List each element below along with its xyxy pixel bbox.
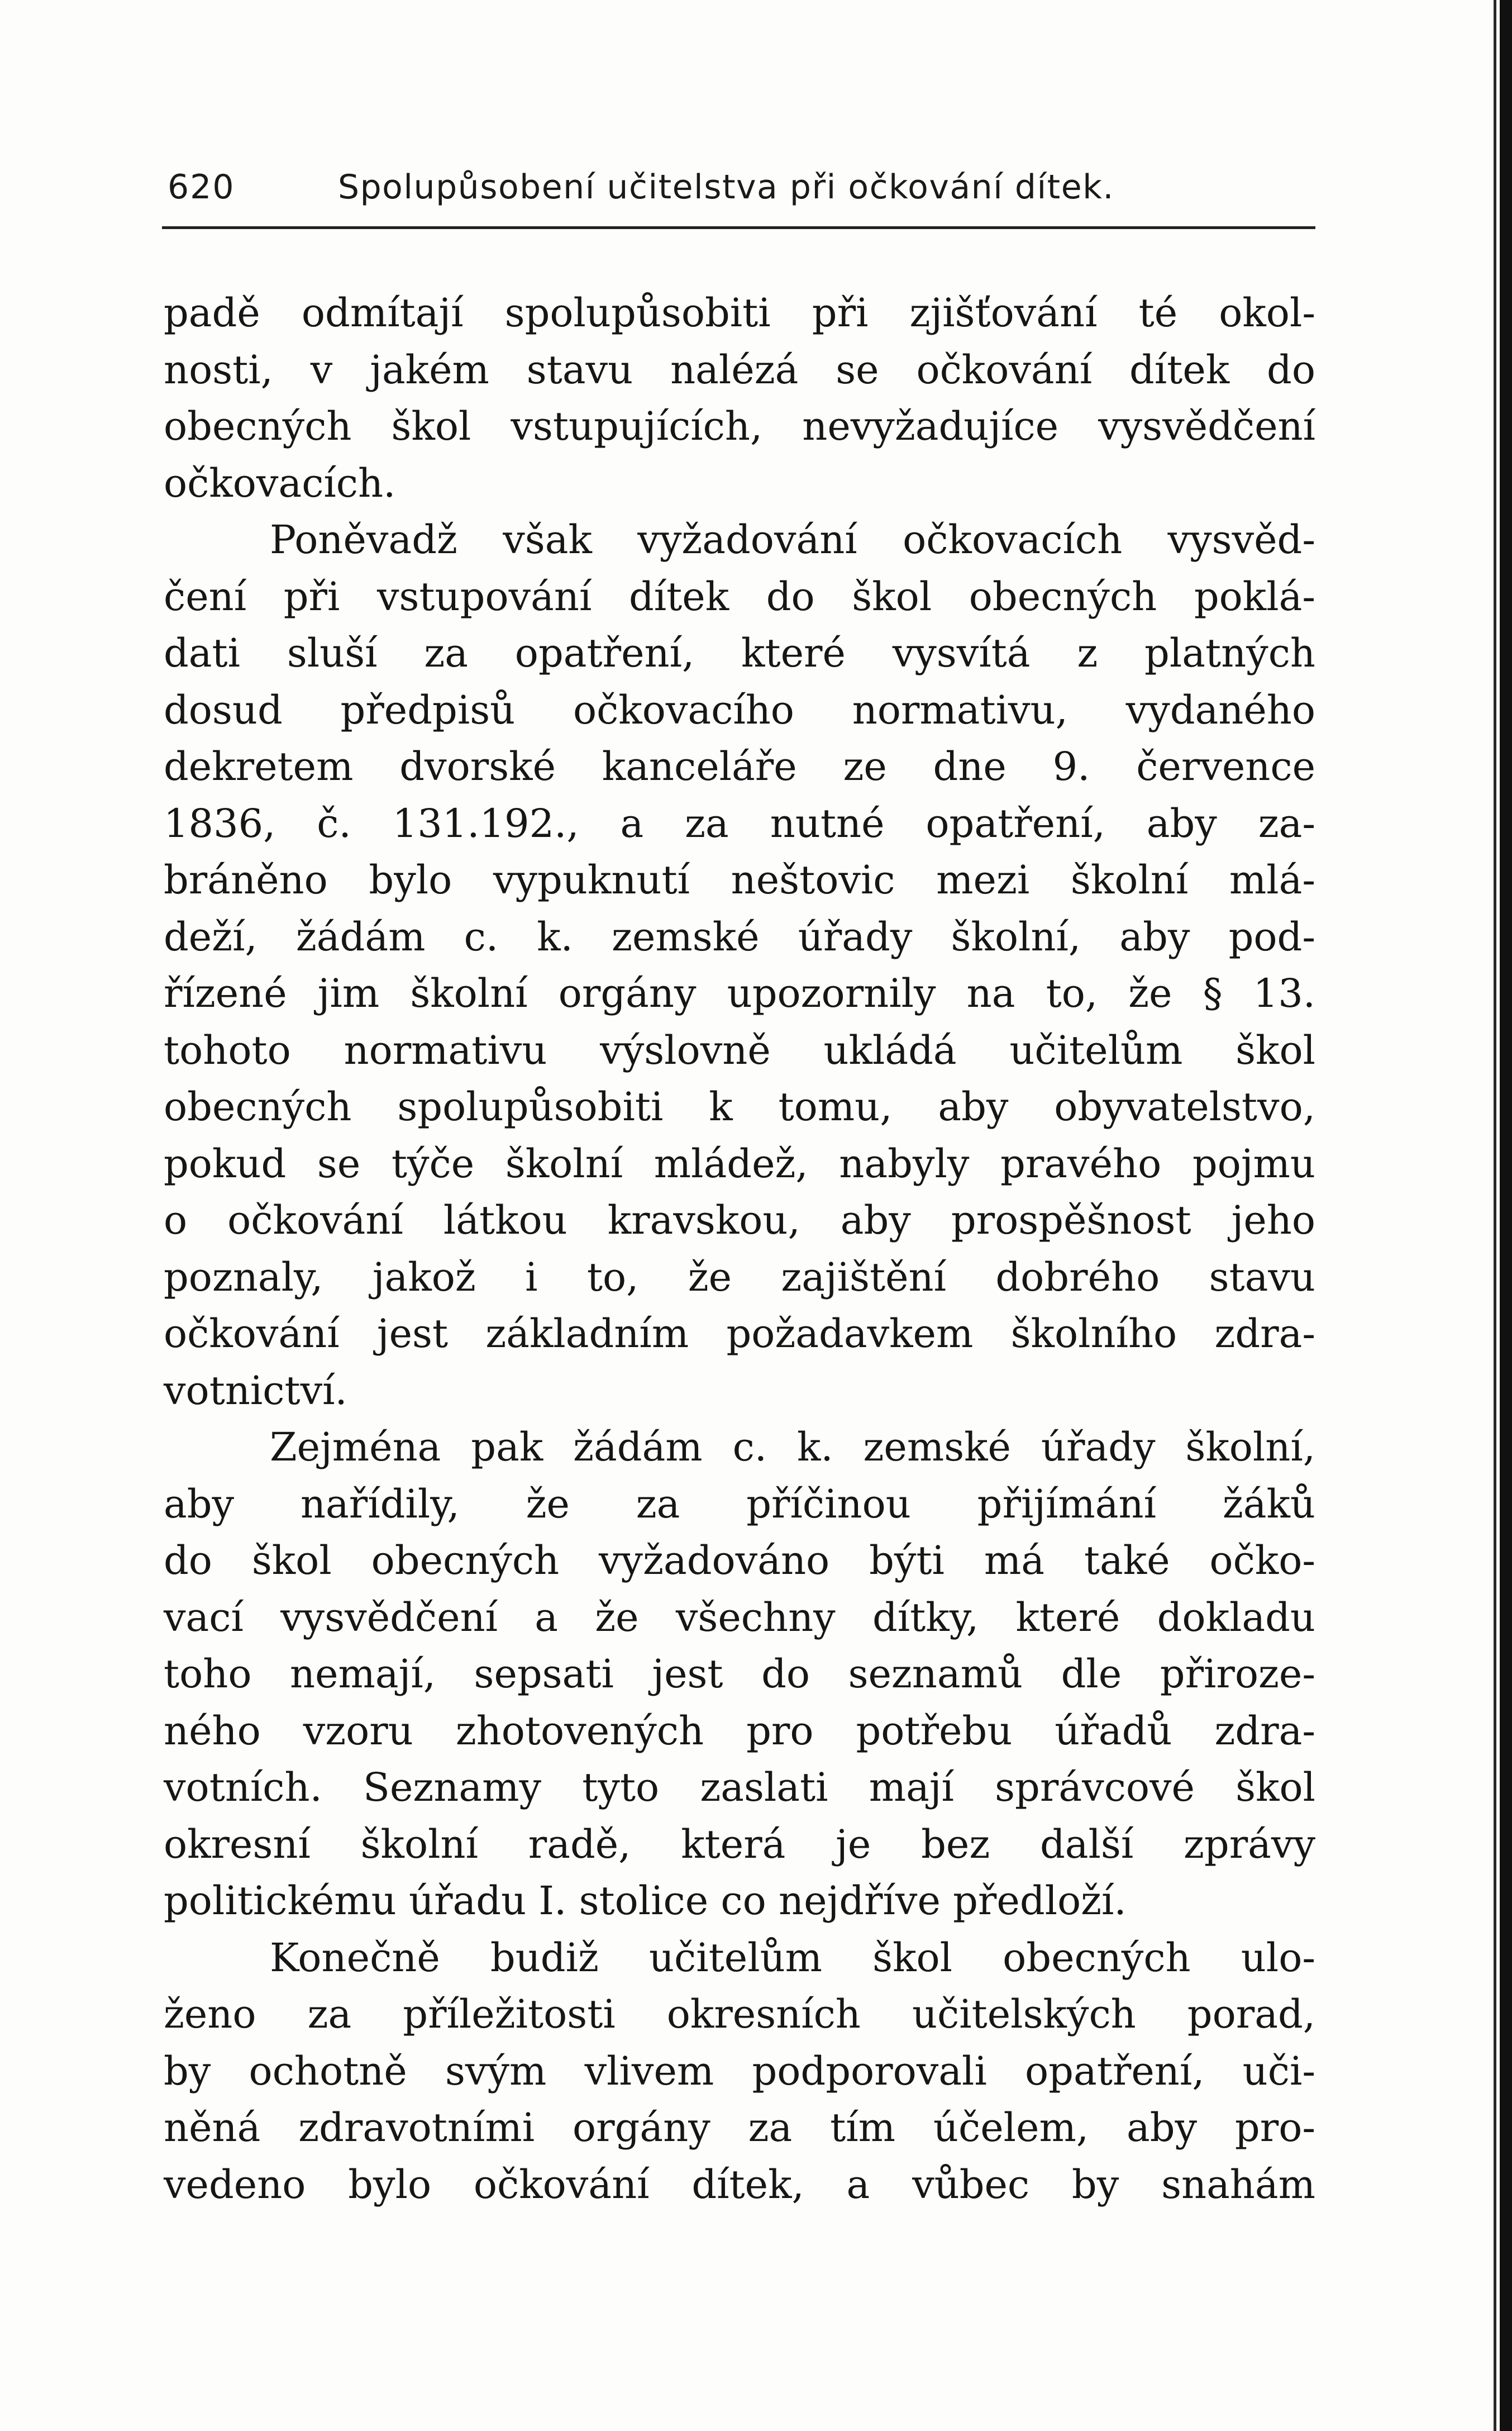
text-line: očkování jest základním požadavkem školního zdra- [164, 1311, 1315, 1357]
text-line: očkovacích. [164, 460, 396, 506]
paragraph-2 [164, 512, 1315, 1419]
text-line: votních. Seznamy tyto zaslati mají správcové škol [164, 1764, 1315, 1810]
text-line: obecných škol vstupujících, nevyžadujíce vysvědčení [164, 403, 1315, 449]
paragraph-4 [164, 1930, 1315, 2214]
text-line: řízené jim školní orgány upozornily na to, že § 13. [164, 971, 1315, 1016]
text-line: čení při vstupování dítek do škol obecných poklá- [164, 573, 1315, 620]
text-line: ženo za příležitosti okresních učitelských porad, [164, 1991, 1315, 2037]
page-edge-border [1500, 0, 1512, 2431]
text-line: politickému úřadu I. stolice co nejdříve předloží. [164, 1878, 1127, 1924]
text-line: padě odmítají spolupůsobiti při zjišťování té okol- [164, 290, 1315, 336]
page-edge-shadow [1494, 0, 1496, 2431]
text-line: toho nemají, sepsati jest do seznamů dle přiroze- [164, 1651, 1315, 1697]
text-line: poznaly, jakož i to, že zajištění dobrého stavu [164, 1254, 1315, 1300]
text-line: Konečně budiž učitelům škol obecných ulo- [270, 1934, 1315, 1981]
text-line: dekretem dvorské kanceláře ze dne 9. července [164, 744, 1315, 789]
body-text [164, 285, 1315, 2213]
text-line: by ochotně svým vlivem podporovali opatření, uči- [164, 2048, 1315, 2094]
text-line: něná zdravotními orgány za tím účelem, aby pro- [164, 2105, 1315, 2151]
text-line: okresní školní radě, která je bez další zprávy [164, 1821, 1315, 1867]
text-line: ného vzoru zhotovených pro potřebu úřadů zdra- [164, 1707, 1315, 1754]
text-line: dati sluší za opatření, které vysvítá z platných [164, 630, 1315, 676]
text-line: pokud se týče školní mládež, nabyly pravého pojmu [164, 1140, 1315, 1187]
text-line: Zejména pak žádám c. k. zemské úřady školní, [270, 1424, 1315, 1470]
text-line: aby nařídily, že za příčinou přijímání žáků [164, 1481, 1315, 1527]
text-line: deží, žádám c. k. zemské úřady školní, aby pod- [164, 914, 1315, 960]
paragraph-3 [164, 1419, 1315, 1930]
text-line: vedeno bylo očkování dítek, a vůbec by snahám [164, 2161, 1315, 2208]
text-line: 1836, č. 131.192., a za nutné opatření, aby za- [164, 800, 1315, 846]
text-line: obecných spolupůsobiti k tomu, aby obyvatelstvo, [164, 1084, 1315, 1130]
paragraph-1 [164, 285, 1315, 512]
text-line: do škol obecných vyžadováno býti má také očko- [164, 1538, 1315, 1583]
text-line: Poněvadž však vyžadování očkovacích vysvěd- [270, 517, 1315, 563]
text-line: vací vysvědčení a že všechny dítky, které dokladu [164, 1594, 1315, 1640]
page-header [162, 162, 1318, 212]
running-head: Spolupůsobení učitelstva při očkování dítek. [338, 168, 1114, 207]
text-line: bráněno bylo vypuknutí neštovic mezi školní mlá- [164, 857, 1315, 903]
page-number: 620 [168, 168, 235, 207]
text-line: votnictví. [164, 1367, 347, 1414]
text-line: tohoto normativu výslovně ukládá učitelům škol [164, 1027, 1315, 1073]
text-line: nosti, v jakém stavu nalézá se očkování dítek do [164, 346, 1315, 393]
text-line: o očkování látkou kravskou, aby prospěšnost jeho [164, 1197, 1315, 1243]
header-rule [162, 226, 1315, 229]
text-line: dosud předpisů očkovacího normativu, vydaného [164, 687, 1315, 733]
